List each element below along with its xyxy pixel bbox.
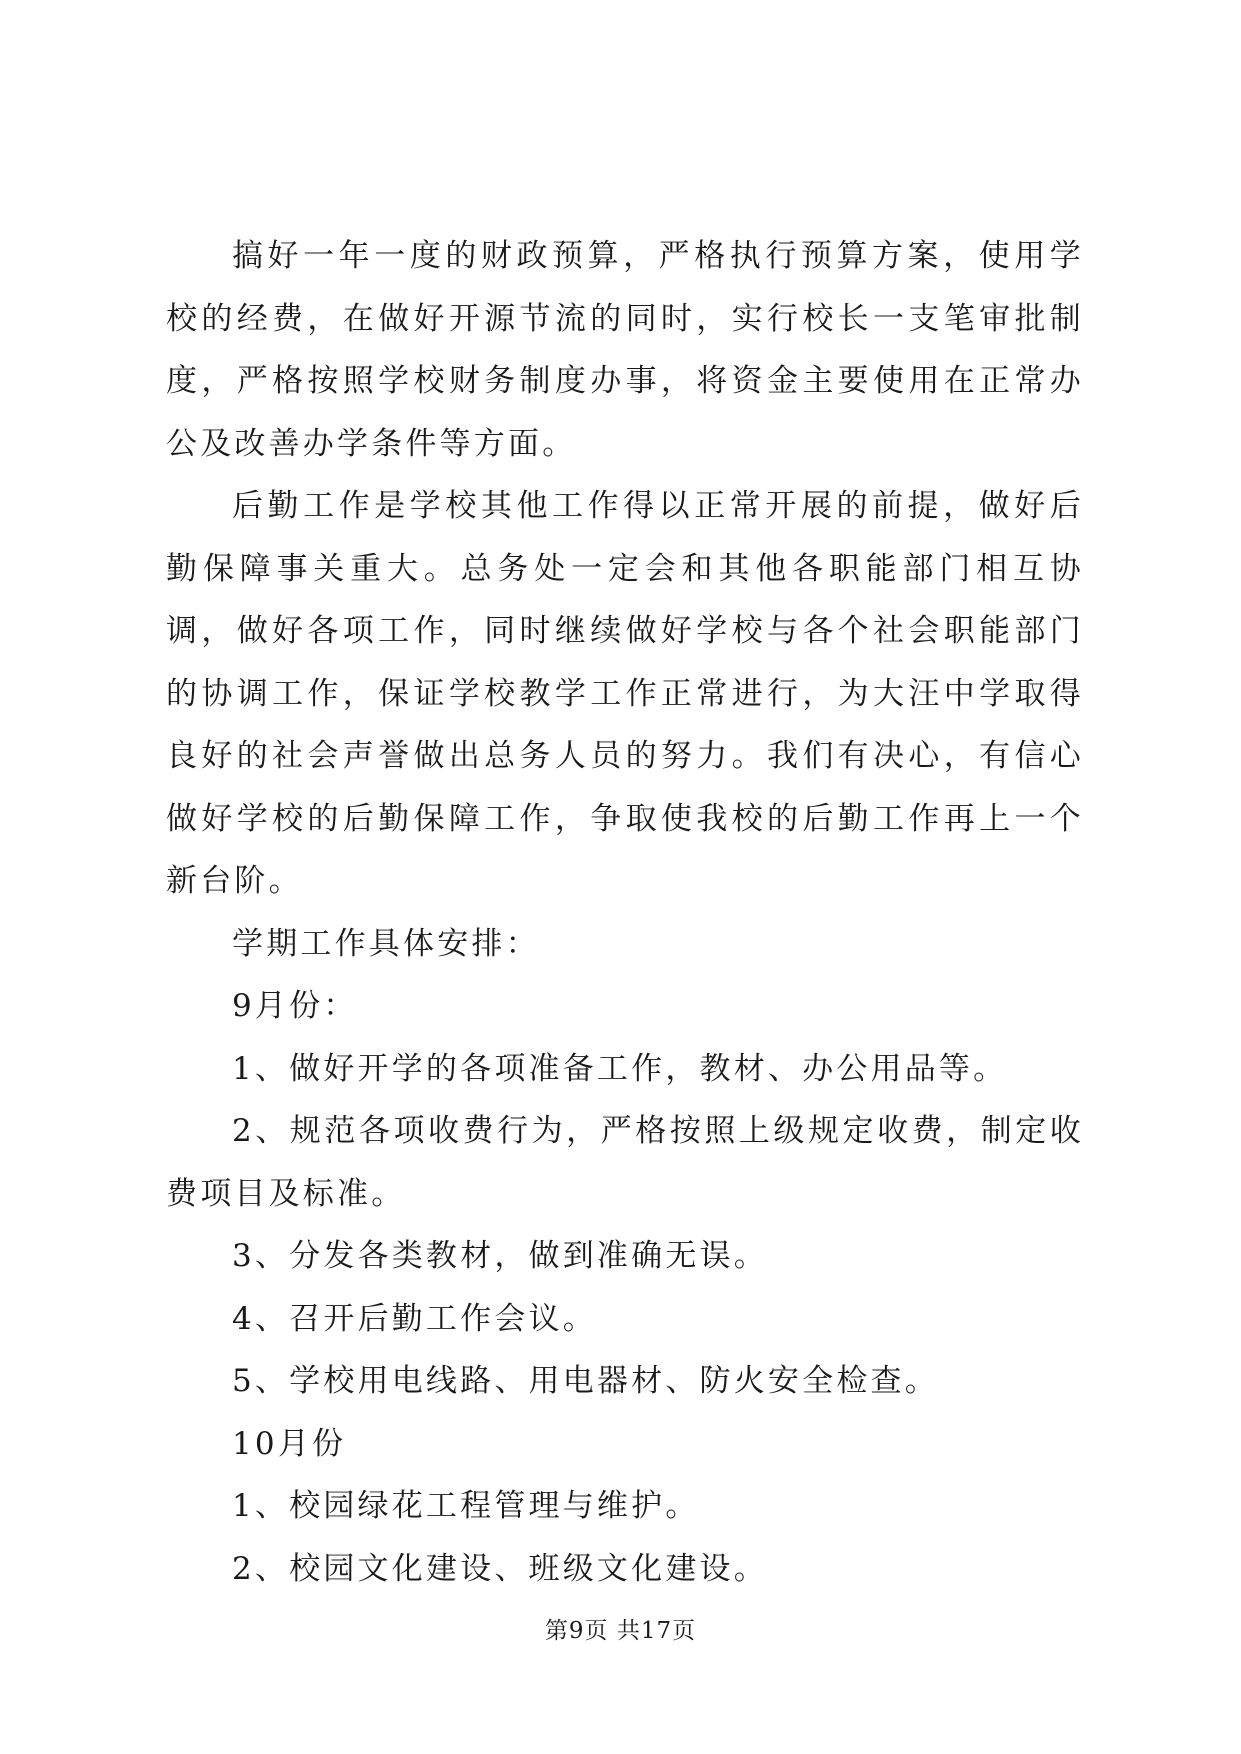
paragraph-budget: 搞好一年一度的财政预算，严格执行预算方案，使用学校的经费，在做好开源节流的同时，实行校长一支笔审批制度，严格按照学校财务制度办事，将资金主要使用在正常办公及改善办学条件等方面。: [166, 238, 1084, 462]
paragraph-october-heading: 10月份: [232, 1425, 347, 1462]
list-item-september-1: 1、做好开学的各项准备工作，教材、办公用品等。: [232, 1050, 1008, 1087]
paragraph-schedule-heading: 学期工作具体安排：: [232, 925, 540, 962]
paragraph-september-heading: 9月份：: [232, 988, 358, 1024]
page-footer: 第9页 共17页: [544, 1618, 697, 1644]
document-body: [166, 225, 1084, 1600]
list-item-september-2: 2、规范各项收费行为，严格按照上级规定收费，制定收费项目及标准。: [166, 1113, 1084, 1212]
list-item-october-2: 2、校园文化建设、班级文化建设。: [232, 1550, 768, 1587]
list-item-september-4: 4、召开后勤工作会议。: [232, 1300, 597, 1337]
list-item-september-3: 3、分发各类教材，做到准确无误。: [232, 1238, 768, 1274]
list-item-september-5: 5、学校用电线路、用电器材、防火安全检查。: [232, 1363, 939, 1399]
list-item-october-1: 1、校园绿花工程管理与维护。: [232, 1488, 700, 1524]
paragraph-logistics: 后勤工作是学校其他工作得以正常开展的前提，做好后勤保障事关重大。总务处一定会和其他各职能部门相互协调，做好各项工作，同时继续做好学校与各个社会职能部门的协调工作，保证学校教学工作正常进行，为大汪中学取得良好的社会声誉做出总务人员的努力。我们有决心，有信心做好学校的后勤保障工作，争取使我校的后勤工作再上一个新台阶。: [166, 488, 1084, 899]
